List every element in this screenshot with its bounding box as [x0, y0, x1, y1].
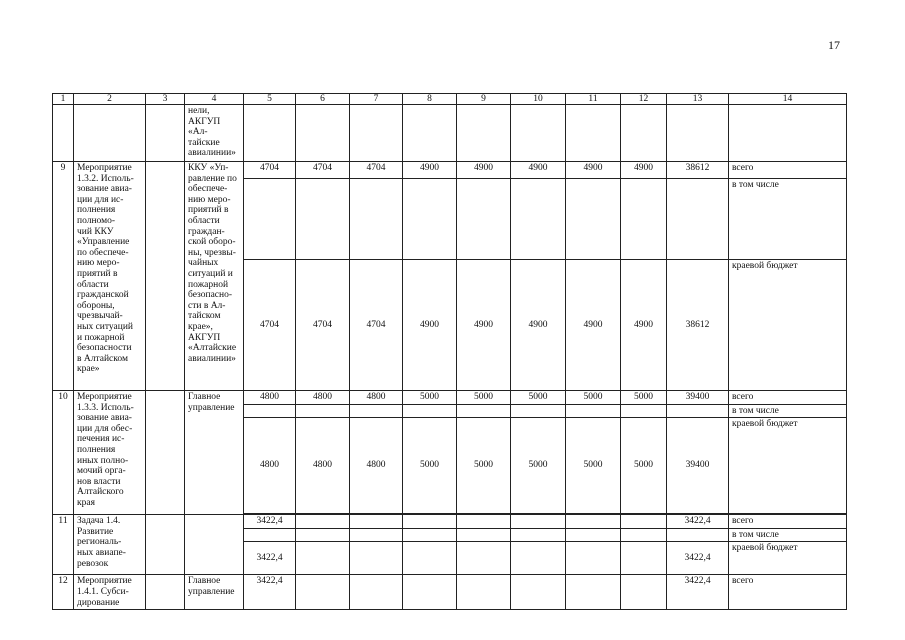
- source-cell: в том числе: [729, 179, 847, 260]
- value-cell: 4800: [350, 391, 403, 405]
- column-header: 13: [667, 94, 729, 105]
- value-cell: 4900: [566, 260, 621, 391]
- column-header: 12: [621, 94, 667, 105]
- column-header: 7: [350, 94, 403, 105]
- value-cell: 4800: [296, 391, 350, 405]
- source-cell: в том числе: [729, 528, 847, 542]
- value-cell: 4900: [621, 260, 667, 391]
- column-header: 4: [185, 94, 244, 105]
- row-number: 9: [53, 162, 74, 391]
- source-cell: краевой бюджет: [729, 260, 847, 391]
- table-row: [53, 575, 847, 610]
- source-cell: всего: [729, 391, 847, 405]
- source-cell: всего: [729, 575, 847, 610]
- value-cell: 4900: [566, 162, 621, 179]
- value-cell: 4900: [457, 260, 511, 391]
- total-cell: 38612: [667, 162, 729, 179]
- row-number: 11: [53, 515, 74, 575]
- value-cell: 3422,4: [244, 575, 296, 610]
- total-cell: 3422,4: [667, 515, 729, 529]
- value-cell: 5000: [511, 418, 566, 514]
- executor-cell: Главное управление: [185, 575, 244, 610]
- total-cell: 38612: [667, 260, 729, 391]
- value-cell: 3422,4: [244, 542, 296, 575]
- table-row: [53, 162, 847, 179]
- total-cell: 39400: [667, 418, 729, 514]
- executor-cell: Главное управление: [185, 391, 244, 515]
- row-number: 10: [53, 391, 74, 515]
- column-header: 5: [244, 94, 296, 105]
- value-cell: 4704: [350, 162, 403, 179]
- total-cell: 3422,4: [667, 542, 729, 575]
- value-cell: 5000: [457, 391, 511, 405]
- column-header: 8: [403, 94, 457, 105]
- column-header: 6: [296, 94, 350, 105]
- value-cell: 4800: [350, 418, 403, 514]
- value-cell: 4900: [621, 162, 667, 179]
- source-cell: краевой бюджет: [729, 418, 847, 514]
- value-cell: 5000: [403, 391, 457, 405]
- source-cell: всего: [729, 515, 847, 529]
- executor-cell: ККУ «Уп- равление по обеспече- нию меро- приятий в области граждан- ской оборо- ны, чрезвы- чайных ситуаций и пожарной безопасно- сти в Ал- тайском крае», АКГУП «Алтайские авиалинии»: [185, 162, 244, 391]
- value-cell: 5000: [457, 418, 511, 514]
- measure-name: Задача 1.4. Развитие региональ- ных авиапе- ревозок: [74, 515, 146, 575]
- value-cell: 4704: [244, 260, 296, 391]
- value-cell: 4800: [296, 418, 350, 514]
- value-cell: 4704: [244, 162, 296, 179]
- value-cell: 5000: [621, 391, 667, 405]
- measure-name: Мероприятие 1.4.1. Субси- дирование: [74, 575, 146, 610]
- value-cell: 5000: [566, 418, 621, 514]
- table-header-row: [53, 94, 847, 105]
- total-cell: 3422,4: [667, 575, 729, 610]
- column-header: 10: [511, 94, 566, 105]
- table-row: [53, 515, 847, 529]
- value-cell: 4704: [350, 260, 403, 391]
- value-cell: 4800: [244, 418, 296, 514]
- value-cell: 5000: [511, 391, 566, 405]
- column-header: 11: [566, 94, 621, 105]
- total-cell: 39400: [667, 391, 729, 405]
- page-number: 17: [828, 38, 840, 52]
- value-cell: 5000: [403, 418, 457, 514]
- column-header: 9: [457, 94, 511, 105]
- column-header: 2: [74, 94, 146, 105]
- source-cell: краевой бюджет: [729, 542, 847, 575]
- value-cell: 4900: [403, 162, 457, 179]
- value-cell: 5000: [621, 418, 667, 514]
- value-cell: 4900: [511, 162, 566, 179]
- value-cell: 4704: [296, 162, 350, 179]
- column-header: 1: [53, 94, 74, 105]
- value-cell: 5000: [566, 391, 621, 405]
- source-cell: всего: [729, 162, 847, 179]
- table-row: [53, 105, 847, 162]
- executor-cell: нели, АКГУП «Ал- тайские авиалинии»: [185, 105, 244, 162]
- value-cell: 4900: [511, 260, 566, 391]
- source-cell: в том числе: [729, 404, 847, 418]
- measure-name: Мероприятие 1.3.3. Исполь- зование авиа- ции для обес- печения ис- полнения иных полно- мочий орга- нов власти Алтайского края: [74, 391, 146, 515]
- value-cell: 4704: [296, 260, 350, 391]
- value-cell: 4900: [403, 260, 457, 391]
- column-header: 3: [146, 94, 185, 105]
- value-cell: 4900: [457, 162, 511, 179]
- value-cell: 3422,4: [244, 515, 296, 529]
- column-header: 14: [729, 94, 847, 105]
- row-number: 12: [53, 575, 74, 610]
- value-cell: 4800: [244, 391, 296, 405]
- table-row: [53, 391, 847, 405]
- measure-name: Мероприятие 1.3.2. Исполь- зование авиа- ции для ис- полнения полномо- чий ККУ «Управление по обеспече- нию меро- приятий в области гражданской обороны, чрезвычай- ных ситуаций и пожарной безопасности в Алтайском крае»: [74, 162, 146, 391]
- program-table: [52, 93, 847, 610]
